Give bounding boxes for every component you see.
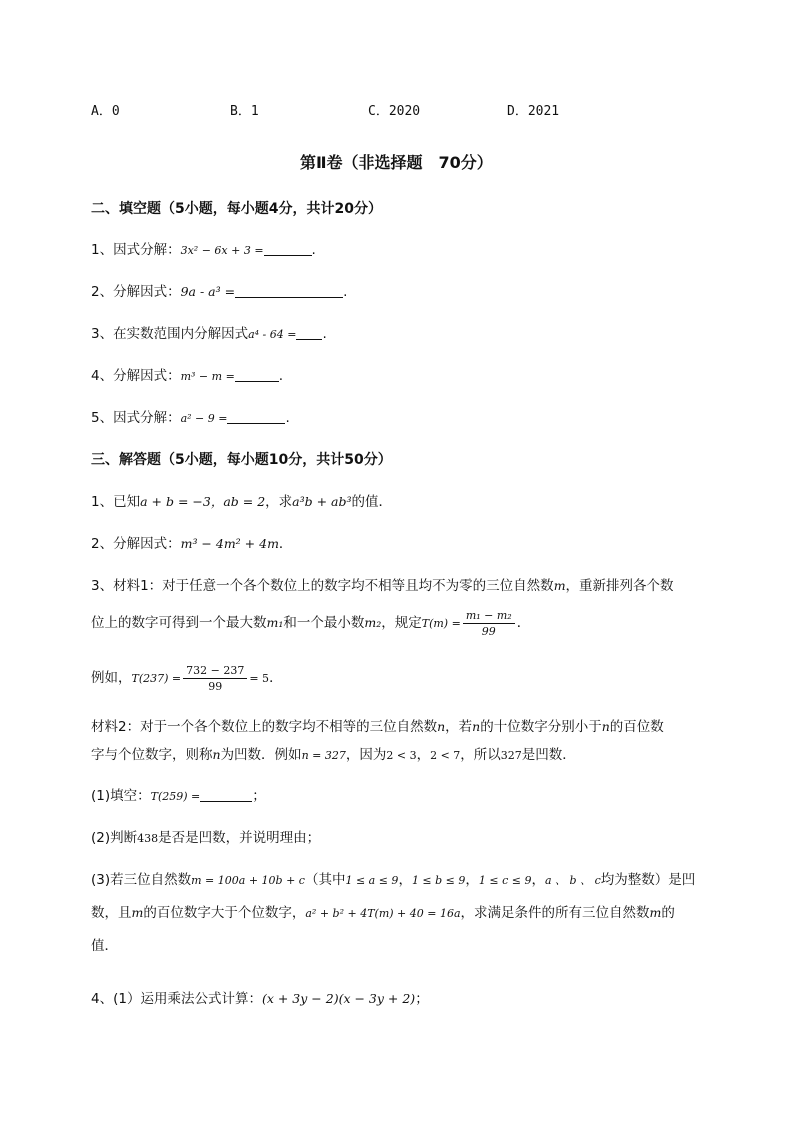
question-label: 4、分解因式： <box>91 368 181 384</box>
question-tail: . <box>343 284 348 300</box>
fill-question-1 <box>91 241 316 260</box>
variable-n: n <box>472 719 481 734</box>
section2-header: 二、填空题（5小题，每小题4分，共计20分） <box>91 201 382 217</box>
constraint: 1 ≤ c ≤ 9 <box>478 874 532 887</box>
answer-blank[interactable] <box>235 381 279 382</box>
inequality: 2 < 7 <box>430 749 461 762</box>
number: 438 <box>137 832 159 845</box>
question-expression: a⁴ - 64 = <box>248 328 297 341</box>
text: 的百位数 <box>609 719 664 735</box>
formula: m = 100a + 10b + c <box>191 874 305 887</box>
text: 的 <box>661 905 675 921</box>
text: 的百位数字大于个位数字， <box>143 905 306 921</box>
example-lhs: T(237) = <box>131 672 182 685</box>
text: (3)若三位自然数 <box>91 872 192 888</box>
section3-header: 三、解答题（5小题，每小题10分，共计50分） <box>91 452 392 468</box>
fraction-numerator: m₁ − m₂ <box>463 608 515 624</box>
text: ． <box>516 615 531 631</box>
text: 是凹数． <box>521 747 576 763</box>
question-label: 4、(1）运用乘法公式计算： <box>91 991 262 1007</box>
variable-m: m <box>553 578 566 593</box>
text: 是否是凹数，并说明理由； <box>158 830 321 846</box>
question-label: 5、因式分解： <box>91 410 181 426</box>
question-expression: (x + 3y − 2)(x − 3y + 2) <box>261 991 416 1006</box>
question-label: 2、分解因式： <box>91 536 181 552</box>
fill-question-5 <box>91 409 290 428</box>
solve-question-1 <box>91 493 392 511</box>
q3-material2-line2 <box>91 746 576 765</box>
variable-m: m <box>131 905 144 920</box>
text: 例如， <box>91 670 132 686</box>
q3-sub3-line1: (3)若三位自然数m = 100a + 10b + c（其中1 ≤ a ≤ 9，1 ≤ b ≤ 9，1 ≤ c ≤ 9，a 、 b 、 c均为整数）是凹 <box>91 872 696 888</box>
fill-question-3 <box>91 325 327 344</box>
text: ， <box>416 747 431 763</box>
text: 数，且 <box>91 905 132 921</box>
text: ； <box>252 788 266 804</box>
variable-n: n <box>437 719 446 734</box>
variables: a 、 b 、 c <box>544 874 601 887</box>
fraction-denominator: 99 <box>208 679 223 693</box>
q3-sub3-line3: 值． <box>91 938 118 954</box>
text: 字与个位数字，则称 <box>91 747 213 763</box>
text: ，若 <box>445 719 473 735</box>
formula-lhs: T(m) = <box>421 617 461 630</box>
answer-blank[interactable] <box>235 297 343 298</box>
text: (2)判断 <box>91 830 138 846</box>
inequality: 2 < 3 <box>386 749 417 762</box>
question-tail: ； <box>415 991 429 1007</box>
question-tail: ． <box>278 536 293 552</box>
text: 的十位数字分别小于 <box>480 719 602 735</box>
text: ，因为 <box>345 747 387 763</box>
given-condition: a + b = −3，ab = 2 <box>140 494 266 509</box>
question-label: 3、在实数范围内分解因式 <box>91 326 249 342</box>
example-value: n = 327 <box>301 749 346 762</box>
example-fraction <box>183 663 247 694</box>
question-label: 1、已知 <box>91 494 141 510</box>
text: (1)填空： <box>91 788 151 804</box>
option-a: A．0 <box>91 104 120 119</box>
fill-question-4 <box>91 367 283 386</box>
answer-blank[interactable] <box>296 339 322 340</box>
question-expression: 9a - a³ = <box>180 284 236 299</box>
question-expression: T(259) = <box>150 790 201 803</box>
text: 3、材料1：对于任意一个各个数位上的数字均不相等且均不为零的三位自然数 <box>91 578 554 594</box>
option-c: C．2020 <box>368 104 421 119</box>
option-d: D．2021 <box>507 104 560 119</box>
question-tail: . <box>322 326 327 342</box>
text: ． <box>269 670 283 686</box>
variable-m2: m₂ <box>364 615 382 630</box>
solve-question-2 <box>91 535 292 553</box>
q3-example-line <box>91 660 283 697</box>
text: 均为整数）是凹 <box>600 872 696 888</box>
question-expression: m³ − 4m² + 4m <box>180 536 279 551</box>
solve-question-4 <box>91 990 429 1008</box>
question-expression: a³b + ab³ <box>292 494 352 509</box>
variable-n: n <box>601 719 610 734</box>
variable-m1: m₁ <box>266 615 284 630</box>
question-tail: . <box>285 410 290 426</box>
text: ，规定 <box>381 615 422 631</box>
question-label: 1、因式分解： <box>91 242 181 258</box>
q3-material1-line1 <box>91 577 674 595</box>
text: ，求满足条件的所有三位自然数 <box>460 905 650 921</box>
equation: a² + b² + 4T(m) + 40 = 16a <box>305 907 461 920</box>
answer-blank[interactable] <box>264 255 312 256</box>
text: ，重新排列各个数 <box>565 578 674 594</box>
fraction-denominator: 99 <box>481 624 496 638</box>
q3-material2-line1 <box>91 718 664 736</box>
constraint: 1 ≤ a ≤ 9 <box>345 874 399 887</box>
question-expression: 3x² − 6x + 3 = <box>180 244 264 257</box>
option-b: B．1 <box>230 104 259 119</box>
question-expression: m³ − m = <box>180 370 235 383</box>
answer-blank[interactable] <box>227 423 285 424</box>
constraint: 1 ≤ b ≤ 9 <box>411 874 466 887</box>
question-expression: a² − 9 = <box>180 412 228 425</box>
part2-title: 第Ⅱ卷（非选择题 70分） <box>300 153 493 172</box>
q3-sub3-line2 <box>91 904 675 923</box>
question-label: 2、分解因式： <box>91 284 181 300</box>
text: 和一个最小数 <box>283 615 365 631</box>
fill-question-2 <box>91 283 347 301</box>
number: 327 <box>500 749 522 762</box>
variable-n: n <box>212 747 221 762</box>
example-rhs: = 5 <box>249 672 270 685</box>
fraction-numerator: 732 − 237 <box>183 663 247 679</box>
question-tail: 的值． <box>351 494 393 510</box>
answer-blank[interactable] <box>200 801 252 802</box>
q3-sub2 <box>91 829 320 848</box>
q3-sub1 <box>91 787 266 806</box>
text: ，所以 <box>460 747 501 763</box>
formula-fraction <box>463 608 515 639</box>
question-tail: . <box>278 368 284 384</box>
variable-m: m <box>649 905 662 920</box>
text: 材料2：对于一个各个数位上的数字均不相等的三位自然数 <box>91 719 438 735</box>
q3-material1-line2 <box>91 606 530 641</box>
question-tail: . <box>311 242 316 258</box>
question-text: ，求 <box>265 494 293 510</box>
text: 为凹数．例如 <box>220 747 302 763</box>
text: （其中 <box>304 872 346 888</box>
text: 位上的数字可得到一个最大数 <box>91 615 267 631</box>
